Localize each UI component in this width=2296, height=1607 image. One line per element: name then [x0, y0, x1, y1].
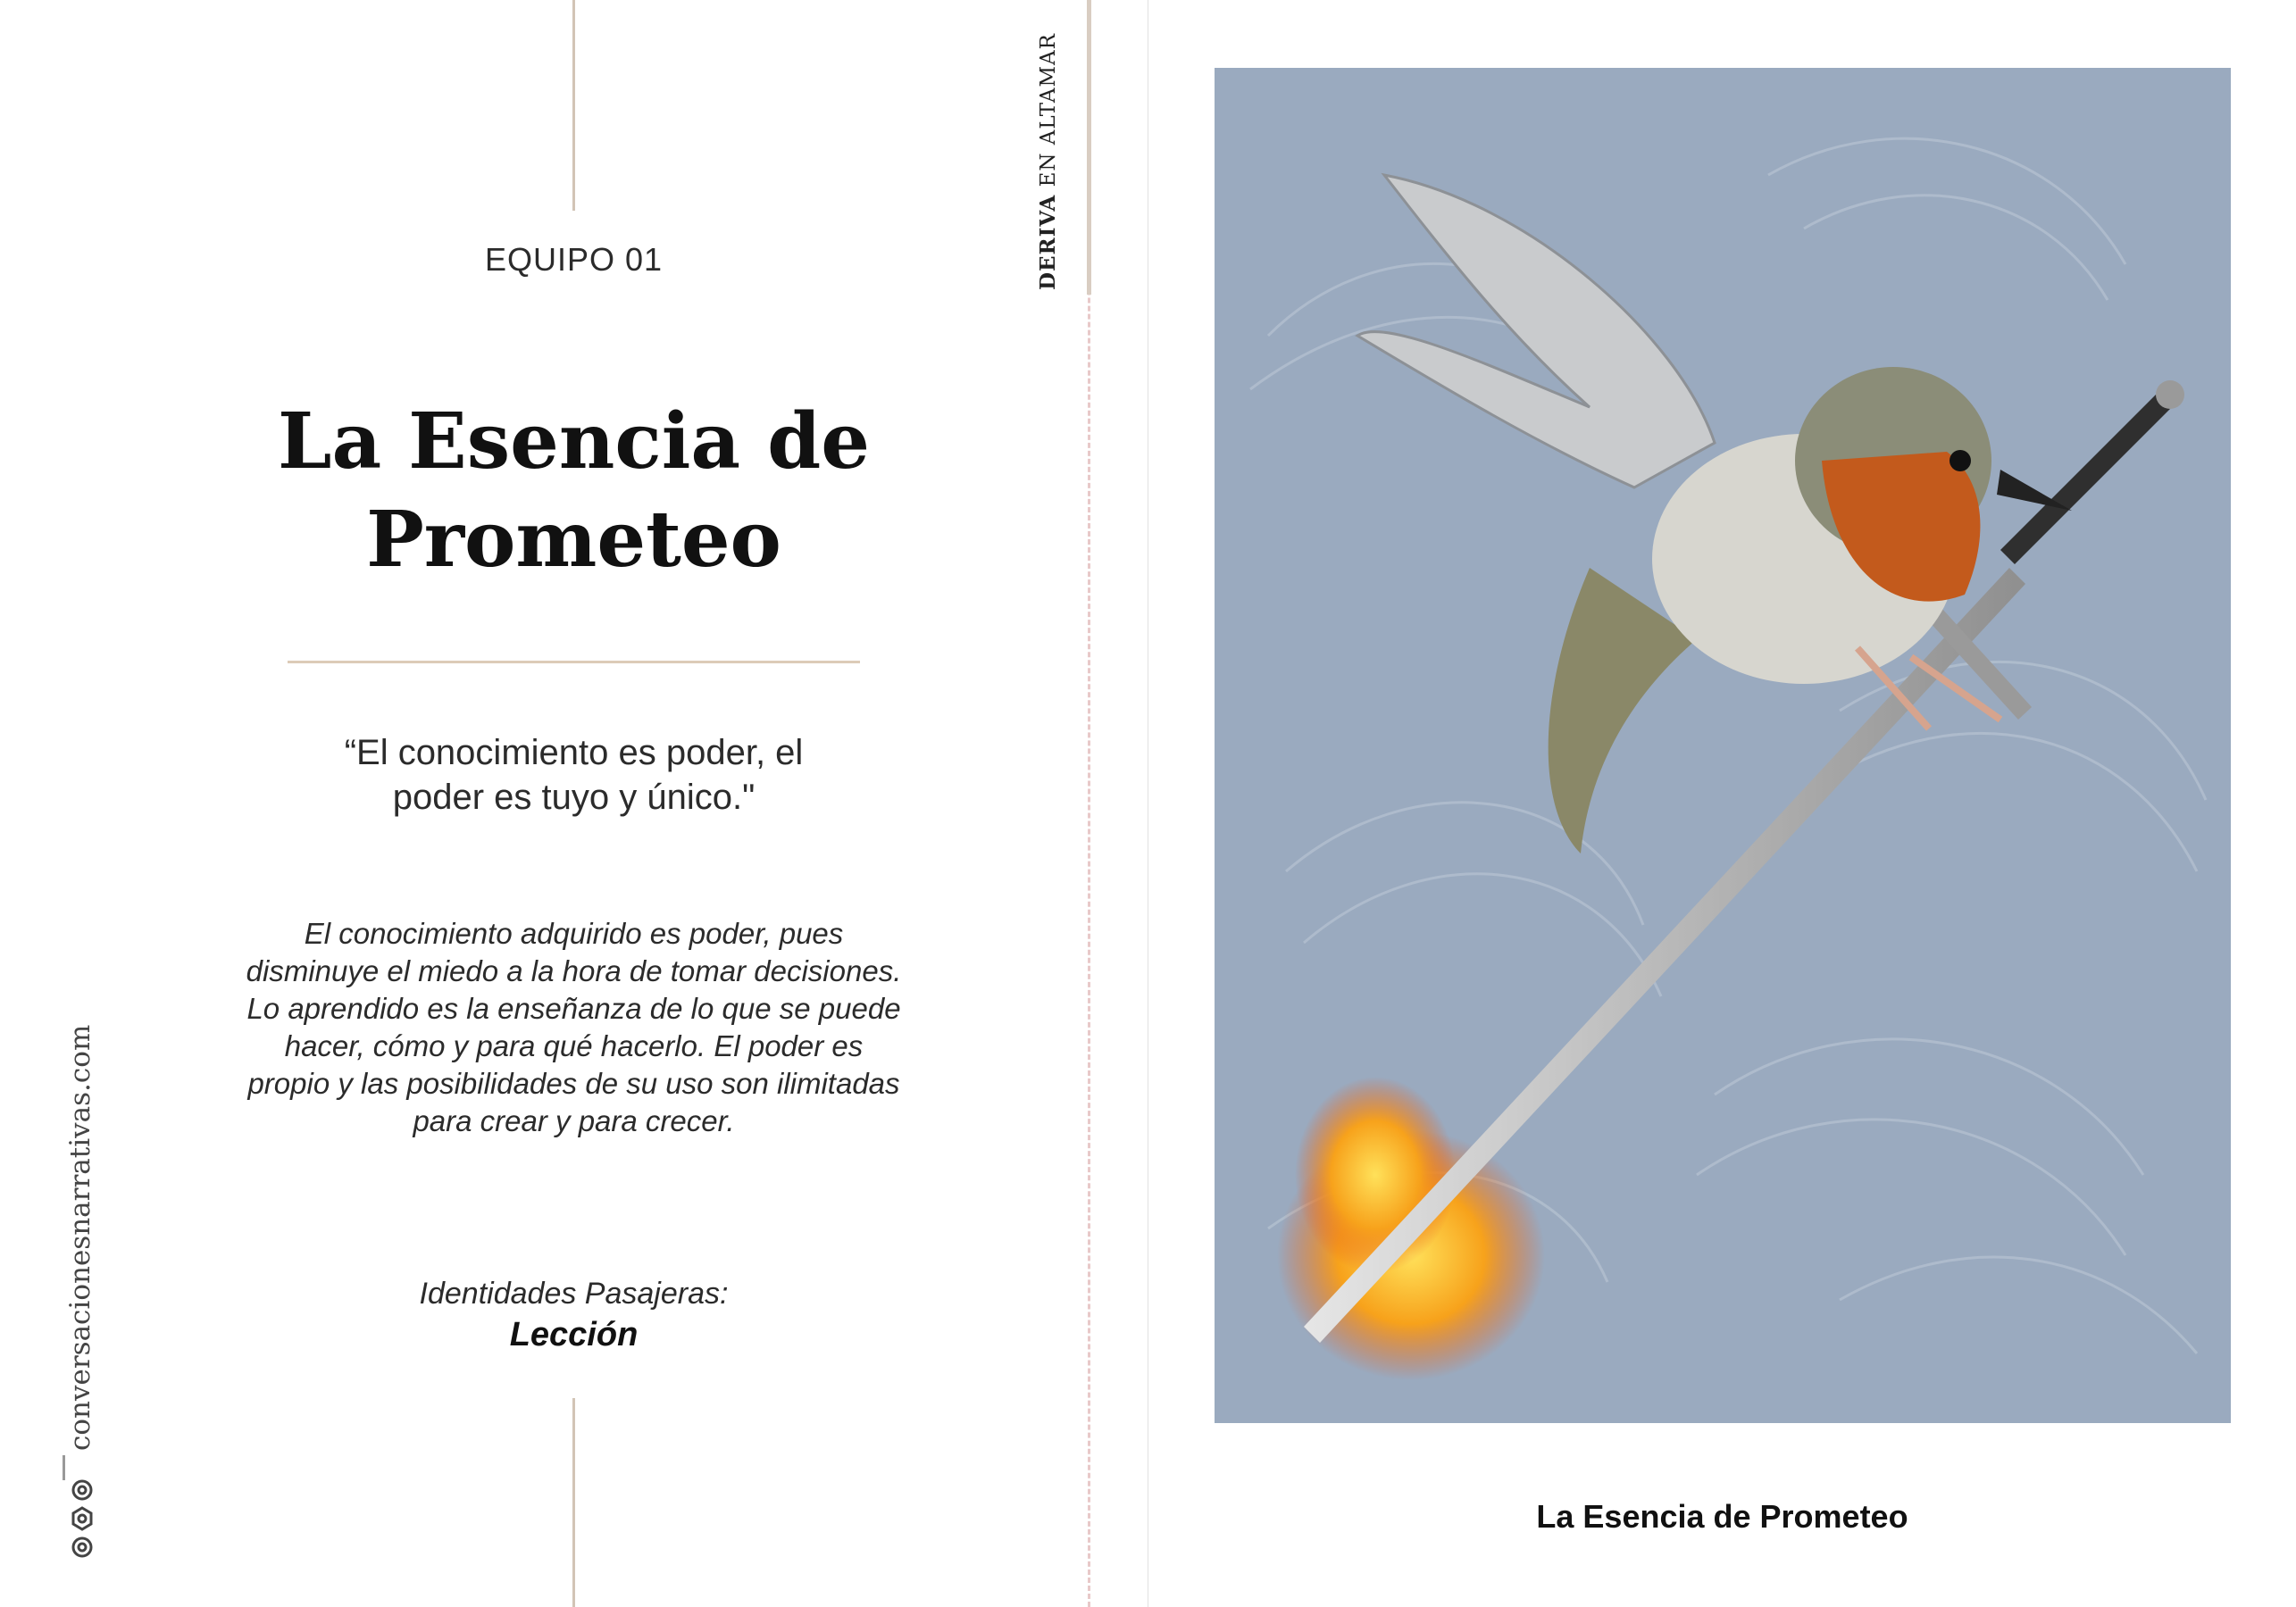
title-line-2: Prometeo	[366, 495, 781, 585]
magazine-name-bold: DERIVA	[1036, 194, 1060, 290]
brand-logo-icon	[66, 1478, 98, 1560]
magazine-name-rest: EN ALTAMAR	[1037, 33, 1060, 195]
magazine-name	[1036, 33, 1060, 290]
website-url[interactable]: conversacionesnarrativas.com	[64, 1024, 96, 1451]
cover-caption: La Esencia de Prometeo	[1536, 1498, 1908, 1535]
body-line: Lo aprendido es la enseñanza de lo que se puede	[246, 992, 901, 1025]
body-line: propio y las posibilidades de su uso son ilimitadas	[247, 1067, 900, 1100]
top-vertical-rule	[572, 0, 575, 211]
team-label: EQUIPO 01	[484, 241, 664, 278]
body-line: hacer, cómo y para qué hacerlo. El poder es	[284, 1029, 864, 1062]
title-divider	[288, 661, 860, 663]
quote-line-1: “El conocimiento es poder, el	[344, 733, 804, 772]
right-page	[1148, 0, 2296, 1607]
spine-accent-bar	[1087, 0, 1091, 295]
body-line: para crear y para crecer.	[413, 1104, 735, 1137]
left-page	[0, 0, 1090, 1607]
page-title	[223, 393, 924, 589]
bottom-vertical-rule	[572, 1398, 575, 1607]
body-line: disminuye el miedo a la hora de tomar decisiones.	[246, 954, 902, 987]
body-line: El conocimiento adquirido es poder, pues	[304, 917, 844, 950]
robin-sword-icon	[1215, 68, 2231, 1423]
cover-illustration	[1215, 68, 2231, 1423]
website-separator	[63, 1455, 65, 1480]
quote	[268, 730, 880, 820]
series-label: Identidades Pasajeras:	[419, 1277, 729, 1311]
body-paragraph	[232, 915, 915, 1140]
quote-line-2: poder es tuyo y único."	[392, 778, 756, 817]
series-title: Lección	[509, 1316, 639, 1353]
title-line-1: La Esencia de	[278, 396, 870, 487]
